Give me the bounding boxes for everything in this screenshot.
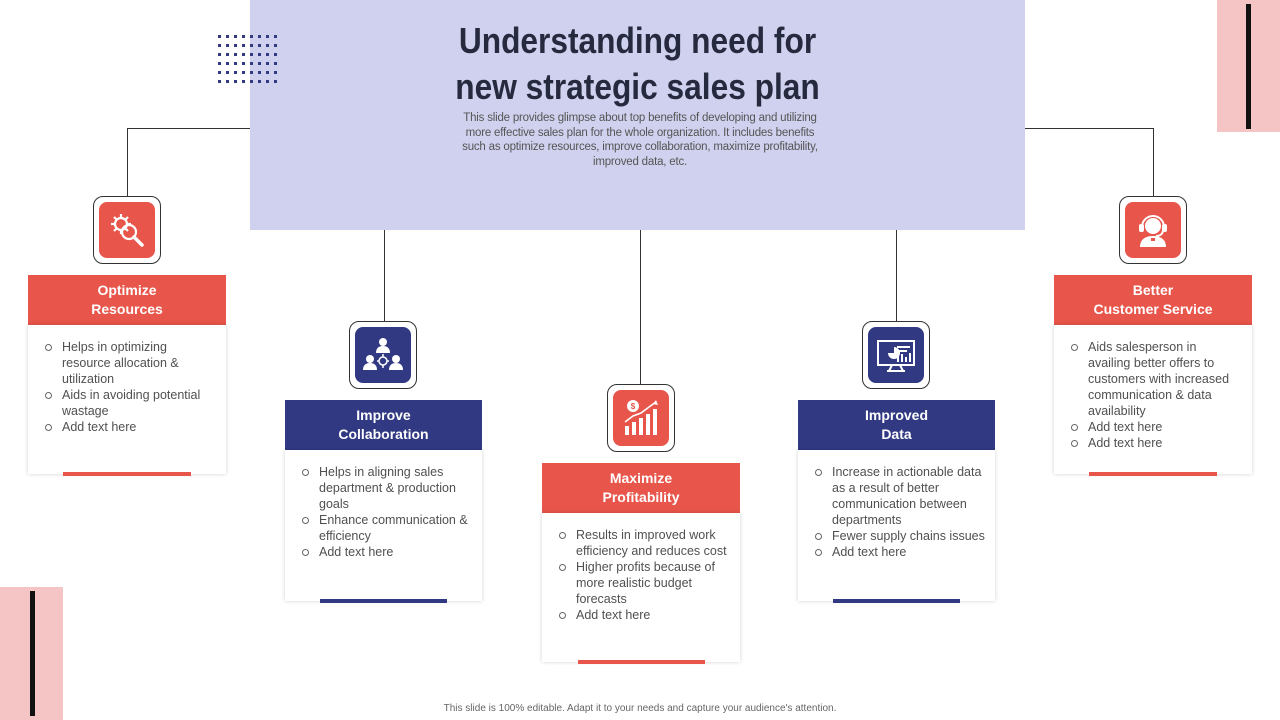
decorative-dot (242, 71, 245, 74)
connector-left-horizontal (127, 128, 250, 129)
team-network-icon (362, 335, 404, 375)
title-line-1: Understanding need for (458, 20, 817, 61)
card-title: Improve Collaboration (285, 400, 482, 450)
decorative-dot (234, 53, 237, 56)
list-item: Aids salesperson in availing better offers to customers with increased communication & data availability (1088, 339, 1242, 419)
decorative-dot (242, 35, 245, 38)
list-item: Fewer supply chains issues (832, 529, 985, 543)
card-bullets (542, 513, 740, 623)
decorative-dot (226, 80, 229, 83)
card-accent-bar (1089, 472, 1217, 476)
list-item: Add text here (1088, 435, 1242, 451)
card-bullets (285, 450, 482, 560)
list-item: Increase in actionable data as a result of better communication between departments (832, 464, 985, 528)
decorative-dot (266, 53, 269, 56)
decorative-dot (274, 80, 277, 83)
decorative-dot (266, 35, 269, 38)
decorative-dot (234, 71, 237, 74)
card-accent-bar (320, 599, 447, 603)
card-improve-collaboration (285, 400, 482, 601)
icon-box-data (862, 321, 930, 389)
gear-magnifier-icon (107, 210, 147, 250)
decorative-dot (226, 35, 229, 38)
decorative-dot (258, 62, 261, 65)
decorative-dot (218, 80, 221, 83)
icon-box-optimize (93, 196, 161, 264)
connector-right-vertical (1153, 128, 1154, 196)
list-item: Add text here (319, 544, 472, 560)
decorative-dot (218, 35, 221, 38)
card-better-customer-service (1054, 275, 1252, 474)
headset-agent-icon (1133, 210, 1173, 250)
decorative-dot (274, 71, 277, 74)
decorative-dot (266, 71, 269, 74)
decorative-dot (242, 53, 245, 56)
card-accent-bar (833, 599, 960, 603)
connector-right-horizontal (1025, 128, 1154, 129)
icon-box-collaboration (349, 321, 417, 389)
decorative-dot (266, 62, 269, 65)
connector-col4 (896, 230, 897, 321)
svg-text:$: $ (630, 402, 636, 411)
decorative-dot (250, 80, 253, 83)
decorative-dot (226, 53, 229, 56)
list-item: Add text here (576, 607, 730, 623)
card-bullets (798, 450, 995, 560)
decorative-dot (250, 62, 253, 65)
decorative-dot (234, 62, 237, 65)
decorative-dot (218, 53, 221, 56)
decorative-dot (234, 44, 237, 47)
decorative-dot (226, 62, 229, 65)
list-item: Add text here (832, 544, 985, 560)
decorative-dot (250, 35, 253, 38)
slide-subtitle: This slide provides glimpse about top benefits of developing and utilizing more effective sales plan for the whole organization. It includes benefits such as optimize resources, improve collaboration, maximize profitability, improved data, etc. (462, 112, 818, 168)
card-title: Maximize Profitability (542, 463, 740, 513)
decorative-dot (250, 44, 253, 47)
growth-chart-icon (621, 398, 661, 438)
list-item: Add text here (1088, 419, 1242, 435)
decorative-dot (258, 53, 261, 56)
decorative-dot (258, 35, 261, 38)
card-title: Improved Data (798, 400, 995, 450)
dot-grid-decoration (216, 33, 280, 85)
decorative-dot (226, 44, 229, 47)
decorative-dot (234, 35, 237, 38)
decorative-dot (250, 71, 253, 74)
decorative-dot (218, 62, 221, 65)
card-title: Optimize Resources (28, 275, 226, 325)
card-accent-bar (578, 660, 705, 664)
list-item: Add text here (62, 419, 216, 435)
decorative-dot (234, 80, 237, 83)
list-item: Higher profits because of more realistic budget forecasts (576, 559, 730, 607)
decorative-dot (242, 44, 245, 47)
decorative-dot (274, 53, 277, 56)
analytics-monitor-icon (875, 335, 917, 375)
card-bullets (1054, 325, 1252, 451)
icon-box-profitability (607, 384, 675, 452)
decorative-dot (258, 71, 261, 74)
card-maximize-profitability (542, 463, 740, 662)
decorative-dot (250, 53, 253, 56)
icon-box-customer-service (1119, 196, 1187, 264)
connector-left-vertical (127, 128, 128, 196)
decorative-dot (218, 44, 221, 47)
card-title: Better Customer Service (1054, 275, 1252, 325)
card-optimize-resources (28, 275, 226, 474)
list-item: Helps in aligning sales department & production goals (319, 464, 472, 512)
list-item: Enhance communication & efficiency (319, 512, 472, 544)
decorative-dot (266, 44, 269, 47)
decorative-dot (226, 71, 229, 74)
card-bullets (28, 325, 226, 435)
footer-note: This slide is 100% editable. Adapt it to your needs and capture your audience's attention. (443, 703, 837, 714)
decorative-dot (266, 80, 269, 83)
decorative-dot (274, 62, 277, 65)
list-item: Results in improved work efficiency and reduces cost (576, 527, 730, 559)
connector-col2 (384, 230, 385, 321)
list-item: Aids in avoiding potential wastage (62, 387, 216, 419)
list-item: Helps in optimizing resource allocation & utilization (62, 339, 216, 387)
decorative-dot (258, 44, 261, 47)
decorative-dot (218, 71, 221, 74)
bottom-left-black-bar (30, 591, 35, 716)
decorative-dot (258, 80, 261, 83)
slide-title (297, 18, 979, 110)
card-accent-bar (63, 472, 191, 476)
decorative-dot (242, 62, 245, 65)
connector-col3 (640, 230, 641, 384)
top-right-black-bar (1246, 4, 1251, 129)
decorative-dot (242, 80, 245, 83)
decorative-dot (274, 35, 277, 38)
card-improved-data (798, 400, 995, 601)
title-line-2: new strategic sales plan (455, 66, 820, 107)
decorative-dot (274, 44, 277, 47)
